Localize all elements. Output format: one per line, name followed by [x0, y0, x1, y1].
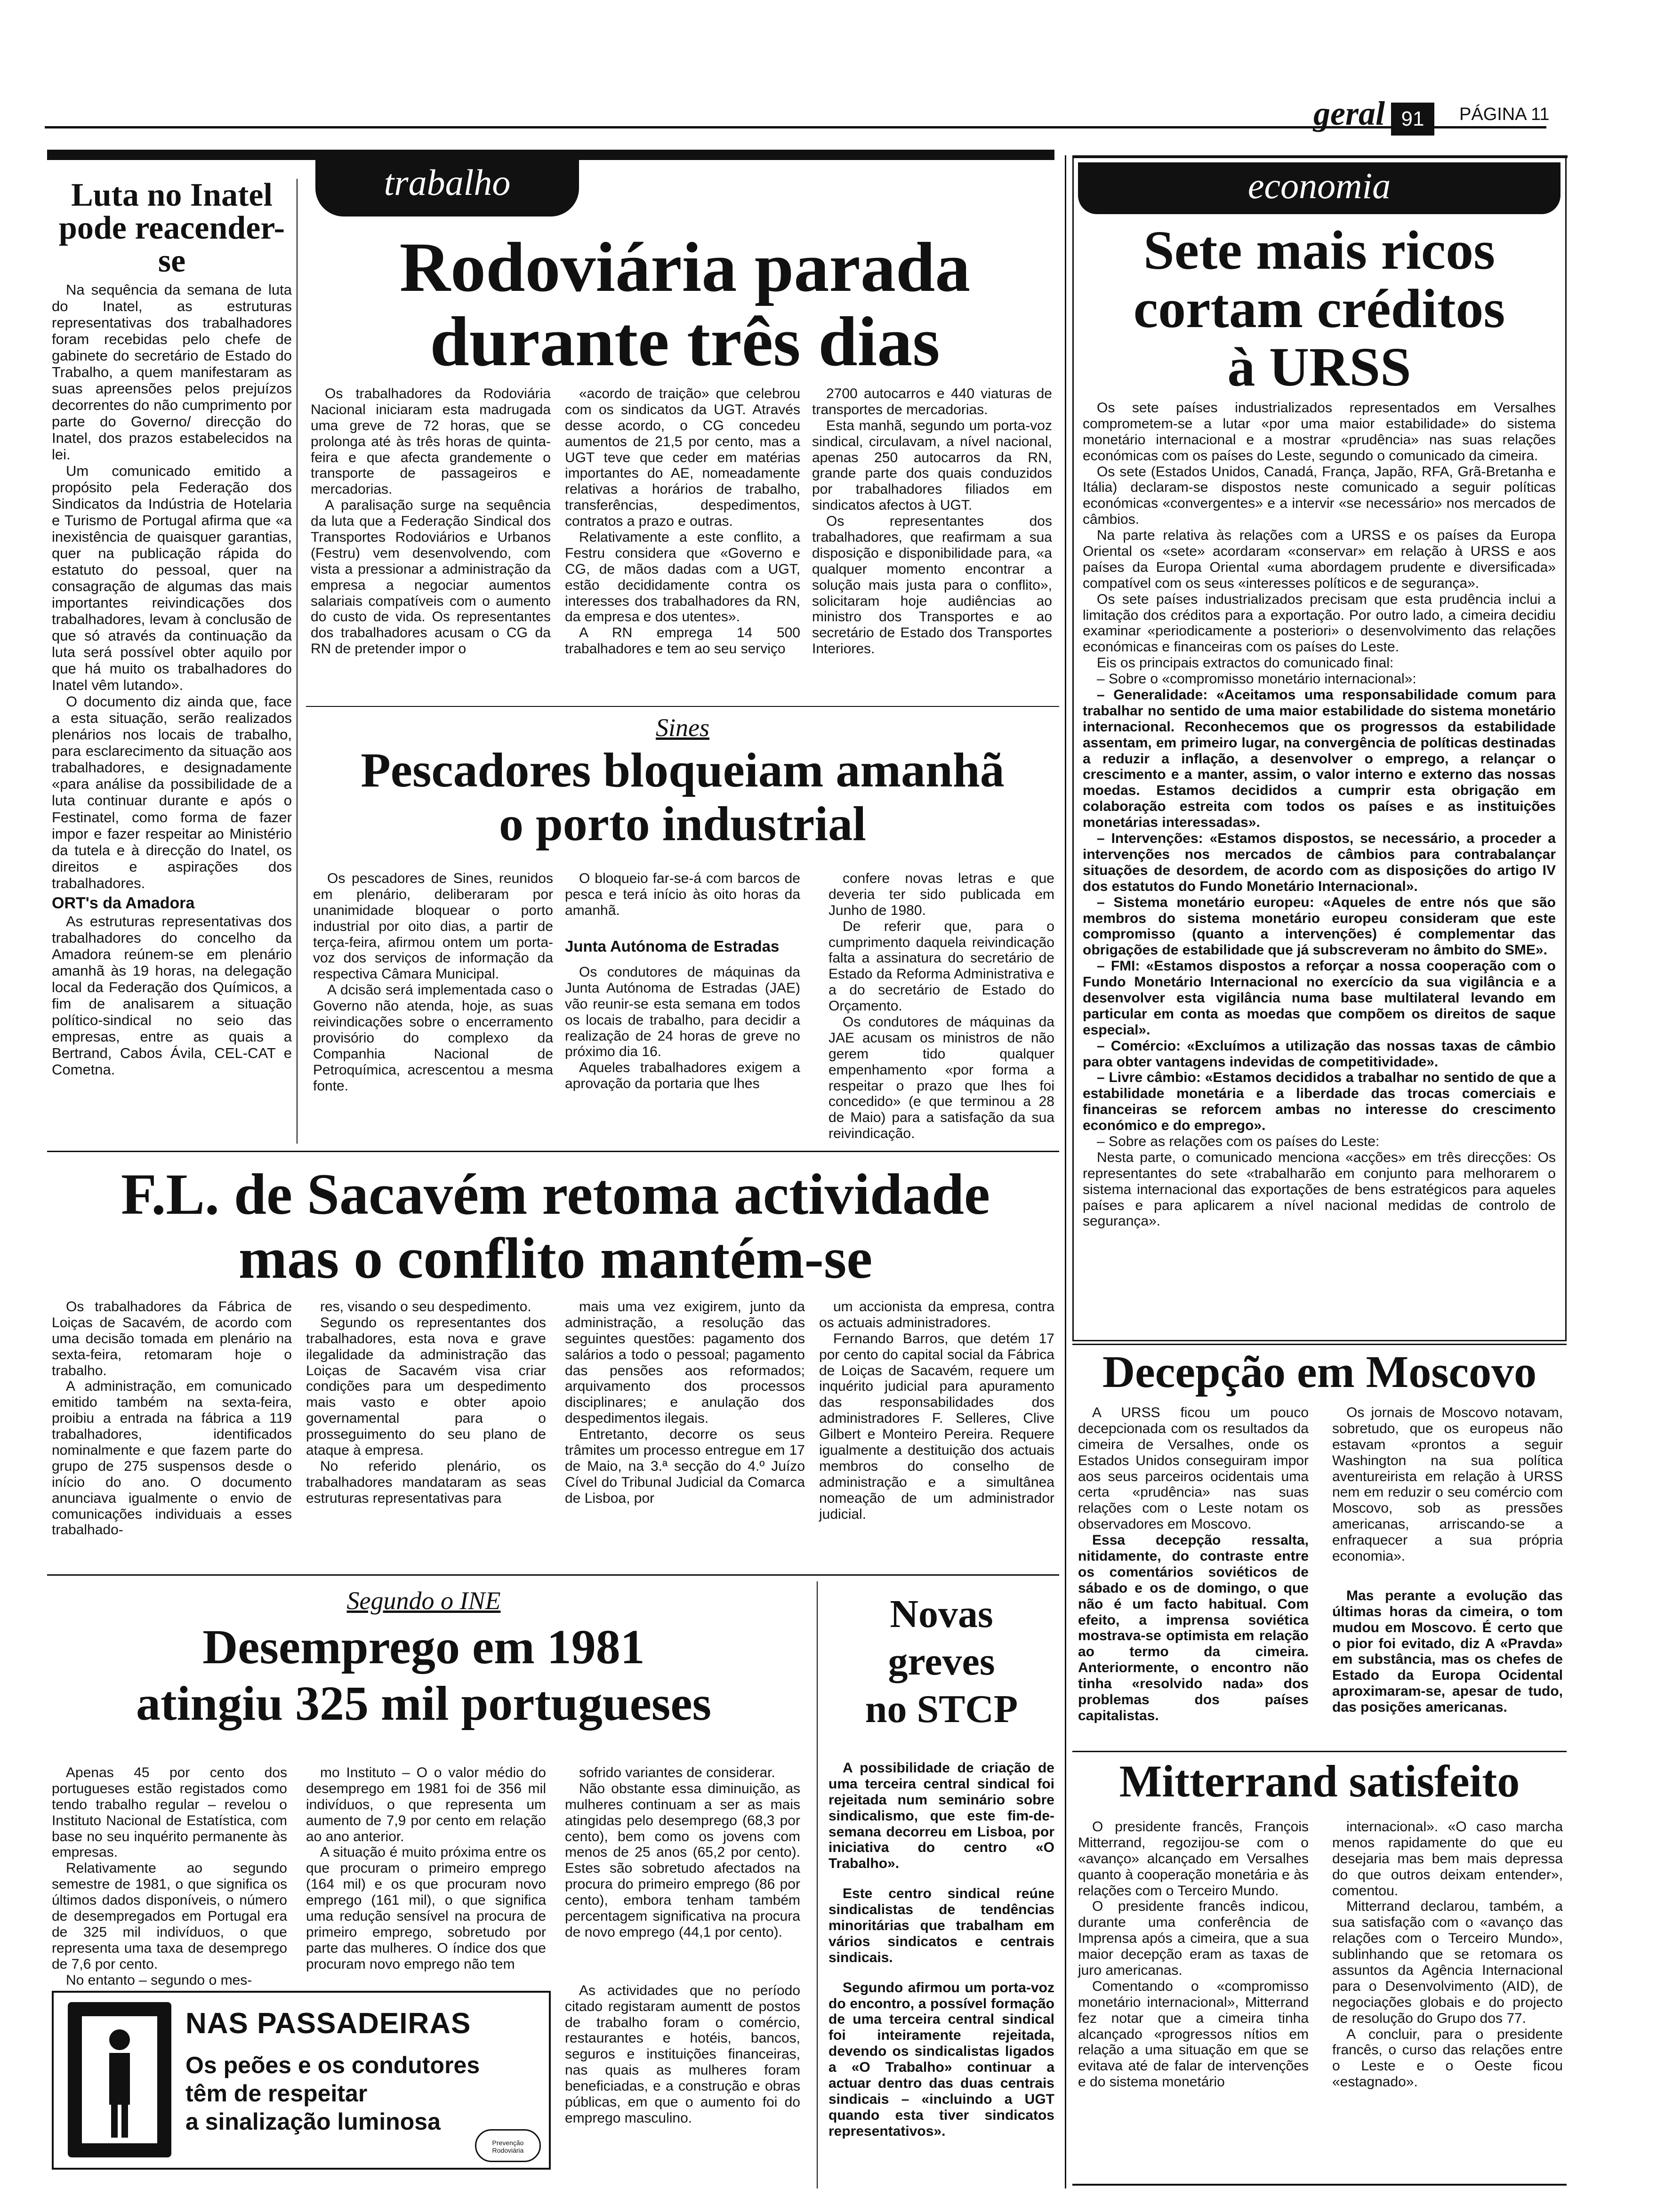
section-label: geral [1313, 95, 1385, 132]
mitterrand-paragraph: Comentando o «compromisso monetário internacional», Mitterrand fez notar que a cimeira tinha alcançado «progressos nítios em relação a uma situação em que se evitava até de falar de intervenções e do sistema monetário [1078, 1978, 1309, 2090]
inatel-paragraph: O documento diz ainda que, face a esta situação, serão realizados plenários nos locais de trabalho, para esclarecimento da situação aos trabalhadores, e designadamente «para análise da possibilidade de a luta continuar durante e após o Festinatel, como forma de fazer impor e fazer respeitar ao Ministério da tutela e à direcção do Inatel, os direitos e aspirações dos trabalhadores. [52, 693, 292, 891]
trabalho-banner [315, 155, 579, 216]
stcp-paragraph: Segundo afirmou um porta-voz do encontro, a possível formação de uma terceira central sindical foi inteiramente rejeitada, devendo os sindicalistas ligados a «O Trabalho» continuar a actuar dentro das duas centrais sindicais – «incluindo a UGT quando esta tiver sindicatos representativos». [828, 1980, 1054, 2139]
rodoviaria-paragraph: 2700 autocarros e 440 viaturas de transportes de mercadorias. [812, 386, 1052, 417]
economia-paragraph: – Sobre o «compromisso monetário internacional»: [1097, 671, 1416, 687]
economia-paragraph: – Sobre as relações com os países do Leste: [1097, 1133, 1380, 1149]
sines-kicker: Sines [656, 713, 709, 742]
inatel-article [52, 179, 292, 1078]
economia-paragraph: Nesta parte, o comunicado menciona «acções» em três direcções: Os representantes do sete «trabalharão em conjunto para melhorarem o sistema internacional das exportações de bens estratégicos para aqueles países e para aplicarem a nível nacional medidas de controlo de segurança». [1083, 1149, 1556, 1229]
economia-paragraph: – Generalidade: «Aceitamos uma responsabilidade comum para trabalhar no sentido de uma maior estabilidade do sistema monetário internacional. Reconhecemos que os progressos da estabilidade assentam, em primeiro lugar, na convergência de políticas destinadas a reduzir a inflação, a desenvolver o emprego, a relançar o crescimento e a manter, assim, o valor interno e externo das nossas moedas. Estamos decididos a cumprir esta obrigação em colaboração estreita com todos os países e as instituições monetárias interessadas». [1083, 687, 1556, 831]
prevencao-logo-text: Prevenção Rodoviária [492, 2139, 524, 2154]
sacavem-paragraph: um accionista da empresa, contra os actuais administradores. [819, 1299, 1054, 1330]
sacavem-paragraph: Fernando Barros, que detém 17 por cento do capital social da Fábrica de Loiças de Sacavém, requere um inquérito judicial para apuramento das responsabilidades dos administradores F. Selleres, Clive Gilbert e Monteiro Pereira. Requere igualmente a destituição dos actuais membros do conselho de administração e a simultânea nomeação de um administrador judicial. [819, 1330, 1054, 1522]
sines-paragraph: O bloqueio far-se-á com barcos de pesca e terá início às oito horas da amanhã. [565, 871, 800, 918]
ine-paragraph: Relativamente ao segundo semestre de 1981, o que significa os últimos dados disponíveis, o número de desempregados em Portugal era de 325 mil indivíduos, o que representa uma taxa de desemprego de 7,6 por cento. [52, 1860, 287, 1972]
stcp-title-line1: Novas [890, 1592, 993, 1636]
pedestrian-icon [68, 2002, 171, 2157]
stcp-title-line3: no STCP [865, 1687, 1018, 1731]
ine-kicker: Segundo o INE [346, 1587, 501, 1615]
sines-col2 [565, 871, 800, 1092]
sacavem-paragraph: Os trabalhadores da Fábrica de Loiças de Sacavém, de acordo com uma decisão tomada em plenário na sexta-feira, retomaram hoje o trabalho. [52, 1299, 292, 1378]
sines-paragraph: Os pescadores de Sines, reunidos em plenário, deliberaram por unanimidade bloquear o porto industrial por oito dias, a partir de terça-feira, afirmou ontem um porta-voz dos serviços de informação da respectiva Câmara Municipal. [313, 871, 553, 982]
stcp-paragraph: A possibilidade de criação de uma terceira central sindical foi rejeitada num seminário sobre sindicalismo, que este fim-de-semana decorreu em Lisboa, por iniciativa do centro «O Trabalho». [828, 1760, 1054, 1872]
inatel-subhead: ORT's da Amadora [52, 894, 195, 912]
sacavem-paragraph: Entretanto, decorre os seus trâmites um processo entregue em 17 de Maio, na 3.ª secção do 4.º Juízo Cível do Tribunal Judicial da Comarca de Lisboa, por [565, 1427, 805, 1506]
inatel-headline: Luta no Inatel pode reacender-se [58, 177, 285, 279]
rodoviaria-paragraph: Os representantes dos trabalhadores, que reafirmam a sua disposição e disponibilidade para, «a qualquer momento encontrar a solução mais justa para o conflito», solicitaram hoje audiências ao ministro dos Transportes e ao secretário de Estado dos Transportes Interiores. [812, 513, 1052, 657]
page-badge-number: 91 [1401, 107, 1424, 130]
ad-line: têm de respeitar [185, 2080, 368, 2107]
moscovo-paragraph: Essa decepção ressalta, nitidamente, do contraste entre os comentários soviéticos de sábado e os de domingo, o que não é um facto habitual. Com efeito, a imprensa soviética mostrava-se optimista em relação ao termo da cimeira. Anteriormente, o encontro não tinha «resolvido nada» dos problemas dos países capitalistas. [1078, 1532, 1309, 1723]
ine-title-line2: atingiu 325 mil portugueses [136, 1676, 712, 1731]
moscovo-paragraph: Mas perante a evolução das últimas horas da cimeira, o tom mudou em Moscovo. É certo que o pior foi evitado, diz A «Pravda» em substância, mas os chefes de Estado da Europa Ocidental aproximaram-se, apesar de tudo, das posições americanas. [1332, 1587, 1563, 1715]
sines-paragraph: Os condutores de máquinas da Junta Autónoma de Estradas (JAE) vão reunir-se esta semana em todos os locais de trabalho, para decidir a realização de 24 horas de greve no próximo dia 16. [565, 964, 800, 1060]
economia-paragraph: Os sete países industrializados precisam que esta prudência inclui a limitação dos créditos para a exportação. Por outro lado, a cimeira decidiu examinar «periodicamente a posteriori» o desenvolvimento das relações económicas e financeiras com os países do Leste. [1083, 591, 1556, 655]
sacavem-col2 [306, 1299, 546, 1507]
moscovo-paragraph: A URSS ficou um pouco decepcionada com os resultados da cimeira de Versalhes, onde os Estados Unidos conseguiram impor aos seus parceiros ocidentais uma certa «prudência» nas suas relações com o Leste notam os observadores em Moscovo. [1078, 1405, 1309, 1532]
moscovo-col1 [1078, 1405, 1309, 1724]
sines-paragraph: Os condutores de máquinas da JAE acusam os ministros de não gerem tido qualquer empenhamento «por forma a respeitar o prazo que lhes foi concedido» (e que terminou a 28 de Maio) para a satisfação da sua reivindicação. [828, 1014, 1054, 1142]
rodoviaria-col1 [311, 386, 551, 657]
sacavem-paragraph: A administração, em comunicado emitido também na sexta-feira, proibiu a entrada na fábrica a 119 trabalhadores, identificados nominalmente e que fazem parte do grupo de 275 suspensos desde o início do ano. O documento anunciava igualmente o envio de comunicações individuais a esses trabalhado- [52, 1378, 292, 1538]
sacavem-col1 [52, 1299, 292, 1538]
mitterrand-paragraph: A concluir, para o presidente francês, o curso das relações entre o Leste e o Oeste ficou «estagnado». [1332, 2026, 1563, 2090]
sines-paragraph: De referir que, para o cumprimento daquela reivindicação falta a assinatura do secretário de Estado da Reforma Administrativa e a do secretário de Estado do Orçamento. [828, 918, 1054, 1014]
sacavem-top-rule [47, 1151, 1059, 1152]
sines-subhead: Junta Autónoma de Estradas [565, 937, 780, 955]
stcp-divider [817, 1581, 818, 2188]
mitterrand-col1 [1078, 1819, 1309, 2090]
sacavem-headline [47, 1162, 1064, 1291]
ad-line: Os peões e os condutores [185, 2052, 480, 2078]
ine-col2 [306, 1765, 546, 1972]
economia-paragraph: Os sete países industrializados representados em Versalhes comprometem-se a lutar «por uma maior estabilidade» do sistema monetário internacional e a mostrar «prudência» nas suas relações económicas com os países do Leste, segundo o comunicado da cimeira. [1083, 400, 1556, 464]
ine-paragraph: Não obstante essa diminuição, as mulheres continuam a ser as mais atingidas pelo desemprego (68,3 por cento), bem como os jovens com menos de 25 anos (65,2 por cento). Estes são sobretudo afectados na procura do primeiro emprego (86 por cento), embora tenham também percentagem significativa na procura de novo emprego (44,1 por cento). [565, 1780, 800, 1940]
rodoviaria-headline [306, 228, 1064, 381]
economia-headline [1078, 221, 1560, 396]
mitterrand-paragraph: Mitterrand declarou, também, a sua satisfação com o «avanço das relações com o Terceiro Mundo», sublinhando que se retomara os assuntos da Agência Internacional para o Desenvolvimento (AID), de negociações globais e do projecto de resolução do Grupo dos 77. [1332, 1899, 1563, 2026]
inatel-body [52, 281, 292, 1078]
economia-paragraph: Os sete (Estados Unidos, Canadá, França, Japão, RFA, Grã-Bretanha e Itália) declaram-se dispostos neste comunicado a seguir políticas económicas «convergentes» e a intervir «se necessário» nos mercados de câmbios. [1083, 464, 1556, 528]
ine-paragraph: mo Instituto – O o valor médio do desemprego em 1981 foi de 356 mil indivíduos, o que representa um aumento de 7,9 por cento em relação ao ano anterior. [306, 1765, 546, 1844]
ad-box [52, 1991, 551, 2170]
economia-body [1083, 400, 1556, 1229]
sacavem-bottom-rule [47, 1574, 1059, 1576]
sacavem-paragraph: res, visando o seu despedimento. [320, 1299, 531, 1314]
rodoviaria-title-line2: durante três dias [430, 302, 940, 381]
moscovo-col2 [1332, 1405, 1563, 1715]
sines-paragraph: A dcisão será implementada caso o Governo não atenda, hoje, as suas reivindicações sobre o encerramento provisório do complexo da Companhia Nacional de Petroquímica, acrescentou a mesma fonte. [313, 982, 553, 1094]
ine-headline [47, 1619, 800, 1731]
inatel-paragraph: Um comunicado emitido a propósito pela Federação dos Sindicatos da Indústria de Hotelaria e Turismo de Portugal afirma que «a inexistência de quaisquer garantias, quer na publicação rápida do estatuto do pessoal, quer na consagração de algumas das mais importantes reivindicações dos trabalhadores, levam à conclusão de que só através da continuação da luta será possível obter aquilo por que há muito os trabalhadores do Inatel vêm lutando». [52, 463, 292, 694]
sines-title-line1: Pescadores bloqueiam amanhã [361, 743, 1005, 797]
rodoviaria-title-line1: Rodoviária parada [399, 228, 971, 306]
ine-paragraph: No entanto – segundo o mes- [66, 1972, 252, 1988]
mitterrand-col2 [1332, 1819, 1563, 2090]
ine-paragraph: sofrido variantes de considerar. [579, 1765, 775, 1780]
sacavem-paragraph: mais uma vez exigirem, junto da administração, a resolução das seguintes questões: pagamento dos salários a todo o pessoal; pagamento das pensões aos reformados; arquivamento dos processos disciplinares; e anulação dos despedimentos ilegais. [565, 1299, 805, 1427]
economia-paragraph: – Sistema monetário europeu: «Aqueles de entre nós que são membros do sistema monetário europeu consideram que este compromisso (quanto a intervenções) é complementar das obrigações de estabilidade que já subscreveram no âmbito do SME». [1083, 894, 1556, 958]
sacavem-col3 [565, 1299, 805, 1507]
stcp-headline [824, 1591, 1059, 1733]
rodoviaria-paragraph: «acordo de traição» que celebrou com os sindicatos da UGT. Através desse acordo, o CG concedeu aumentos de 21,5 por cento, mas a UGT teve que ceder em matérias importantes do AE, nomeadamente relativas a horários de trabalho, transferências, despedimentos, contratos a prazo e outras. [565, 386, 800, 529]
stcp-paragraph: Este centro sindical reúne sindicalistas de tendências minoritárias que trabalham em vários sindicatos e centrais sindicais. [828, 1886, 1054, 1965]
economia-paragraph: – Intervenções: «Estamos dispostos, se necessário, a proceder a intervenções nos mercados de câmbios para contrabalançar situações de desordem, de acordo com as disposições do artigo IV dos estatutos do Fundo Monetário Internacional». [1083, 831, 1556, 894]
rodoviaria-paragraph: A paralisação surge na sequência da luta que a Federação Sindical dos Transportes Rodoviários e Urbanos (Festru) vem desenvolvendo, com vista a pressionar a administração da empresa a negociar aumentos salariais compatíveis com o aumento do custo de vida. Os representantes dos trabalhadores acusam o CG da RN de pretender impor o [311, 497, 551, 657]
ine-title-line1: Desemprego em 1981 [202, 1620, 645, 1674]
economia-title-line2: cortam créditos [1133, 277, 1505, 339]
economia-title-line3: à URSS [1227, 336, 1411, 398]
economia-paragraph: Eis os principais extractos do comunicado final: [1097, 655, 1394, 671]
inatel-paragraph: As estruturas representativas dos trabalhadores do concelho da Amadora reúnem-se em plenário amanhã às 19 horas, na delegação local da Federação dos Químicos, a fim de analisarem a situação político-sindical no seio das empresas, entre as quais a Bertrand, Cabos Ávila, CEL-CAT e Cometna. [52, 913, 292, 1078]
rodoviaria-col2 [565, 386, 800, 657]
ine-paragraph: A situação é muito próxima entre os que procuram o primeiro emprego (164 mil) e os que procuram novo emprego (161 mil), o que significa uma redução sensível na procura de primeiro emprego, sobretudo por parte das mulheres. O índice dos que procuram novo emprego não tem [306, 1844, 546, 1972]
sacavem-title-line1: F.L. de Sacavém retoma actividade [121, 1162, 990, 1226]
ine-col1 [52, 1765, 287, 1988]
stcp-body [828, 1760, 1054, 2140]
ine-paragraph: As actividades que no período citado registaram aumentt de postos de trabalho foram o comércio, restaurantes e hotéis, bancos, seguros e instituições financeiras, nas quais as mulheres foram beneficiadas, e a construção e obras públicas, em que o aumento foi do emprego masculino. [565, 1982, 800, 2126]
mitterrand-top-rule [1072, 1751, 1567, 1752]
sacavem-title-line2: mas o conflito mantém-se [238, 1226, 873, 1291]
ine-col3 [565, 1765, 800, 2126]
rodoviaria-paragraph: Relativamente a este conflito, a Festru considera que «Governo e CG, de mãos dadas com a UGT, estão decididamente contra os interesses dos trabalhadores da RN, da empresa e dos utentes». [565, 529, 800, 625]
sacavem-col4 [819, 1299, 1054, 1522]
mitterrand-headline: Mitterrand satisfeito [1119, 1756, 1520, 1806]
moscovo-headline: Decepção em Moscovo [1102, 1346, 1537, 1397]
economia-title-line1: Sete mais ricos [1143, 219, 1496, 281]
sines-paragraph: Aqueles trabalhadores exigem a aprovação da portaria que lhes [565, 1060, 800, 1092]
economia-banner-text: economia [1247, 165, 1391, 206]
economia-banner [1078, 162, 1560, 214]
mitterrand-paragraph: O presidente francês indicou, durante uma conferência de Imprensa após a cimeira, que a sua maior decepção eram as taxas de juro americanas. [1078, 1899, 1309, 1979]
prevencao-logo [475, 2129, 541, 2162]
rodoviaria-col3 [812, 386, 1052, 657]
rodoviaria-paragraph: Os trabalhadores da Rodoviária Nacional iniciaram esta madrugada uma greve de 72 horas, que se prolonga até às três horas de quinta-feira e que afecta grandemente o transporte de passageiros e mercadorias. [311, 386, 551, 497]
rodoviaria-paragraph: A RN emprega 14 500 trabalhadores e tem ao seu serviço [565, 625, 800, 657]
sacavem-paragraph: No referido plenário, os trabalhadores mandataram as seas estruturas representativas para [306, 1458, 546, 1506]
moscovo-paragraph: Os jornais de Moscovo notavam, sobretudo, que os europeus não estavam «prontos a seguir Washington na sua política aventureirista em relação à URSS nem em reduzir o seu comércio com Moscovo, sob as pressões americanas, arriscando-se a enfraquecer a sua própria economia». [1332, 1405, 1563, 1564]
page-number: PÁGINA 11 [1459, 104, 1550, 124]
economia-paragraph: Na parte relativa às relações com a URSS e os países da Europa Oriental os «sete» acordaram «conservar» em relação à URSS e aos países da Europa Oriental «uma abordagem prudente e diversificada» compatível com os seus «interesses políticos e de segurança». [1083, 528, 1556, 591]
ad-title: NAS PASSADEIRAS [185, 2007, 471, 2040]
sines-headline [306, 744, 1059, 851]
sines-col1 [313, 871, 553, 1094]
column-divider-right [1065, 155, 1066, 2188]
moscovo-top-rule [1072, 1344, 1567, 1345]
page-badge [1391, 103, 1434, 136]
bottom-rule-right [1072, 2184, 1567, 2186]
economia-paragraph: – Comércio: «Excluímos a utilização das nossas taxas de câmbio para obter vantagens indevidas de competitividade». [1083, 1038, 1556, 1070]
economia-paragraph: – FMI: «Estamos dispostos a reforçar a nossa cooperação com o Fundo Monetário Internacional no exercício da sua vigilância e a desenvolver esta vigilância numa base multilateral levando em particular em conta as moedas que compõem os direitos de saque especial». [1083, 958, 1556, 1038]
sines-paragraph: confere novas letras e que deveria ter sido publicada em Junho de 1980. [828, 871, 1054, 918]
trabalho-banner-text: trabalho [384, 162, 511, 203]
mitterrand-paragraph: internacional». «O caso marcha menos rapidamente do que eu desejaria mas bem mais depressa do que outros deixam entender», comentou. [1332, 1819, 1563, 1899]
sines-title-line2: o porto industrial [499, 797, 867, 851]
ad-line: a sinalização luminosa [185, 2108, 441, 2135]
sines-col3 [828, 871, 1054, 1142]
sacavem-paragraph: Segundo os representantes dos trabalhadores, esta nova e grave ilegalidade da administração das Loiças de Sacavém visa criar condições para um despedimento mais vasto e obter apoio governamental para o prosseguimento do seu plano de ataque à empresa. [306, 1314, 546, 1459]
inatel-paragraph: Na sequência da semana de luta do Inatel, as estruturas representativas dos trabalhadores foram recebidas pelo chefe de gabinete do secretário de Estado do Trabalho, a quem manifestaram as suas apreensões pelos prejuízos decorrentes do não cumprimento por parte do Governo/ direcção do Inatel, dos prazos estabelecidos na lei. [52, 281, 292, 463]
ine-paragraph: Apenas 45 por cento dos portugueses estão registados como tendo trabalho regular – revelou o Instituto Nacional de Estatística, com base no seu inquérito permanente às empresas. [52, 1765, 287, 1860]
rodoviaria-paragraph: Esta manhã, segundo um porta-voz sindical, circulavam, a nível nacional, apenas 250 autocarros da RN, grande parte dos quais conduzidos por trabalhadores filiados em sindicatos afectos à UGT. [812, 417, 1052, 513]
rodoviaria-bottom-rule [306, 706, 1059, 707]
mitterrand-paragraph: O presidente francês, François Mitterrand, regozijou-se com o «avanço» alcançado em Versalhes quanto à cooperação monetária e às relações com o Terceiro Mundo. [1078, 1819, 1309, 1899]
column-divider-left [297, 179, 298, 1144]
economia-paragraph: – Livre câmbio: «Estamos decididos a trabalhar no sentido de que a estabilidade monetária e a liberdade das trocas comerciais e financeiras se reforcem ambas no interesse do crescimento económico e do emprego». [1083, 1070, 1556, 1134]
stcp-title-line2: greves [888, 1639, 995, 1683]
